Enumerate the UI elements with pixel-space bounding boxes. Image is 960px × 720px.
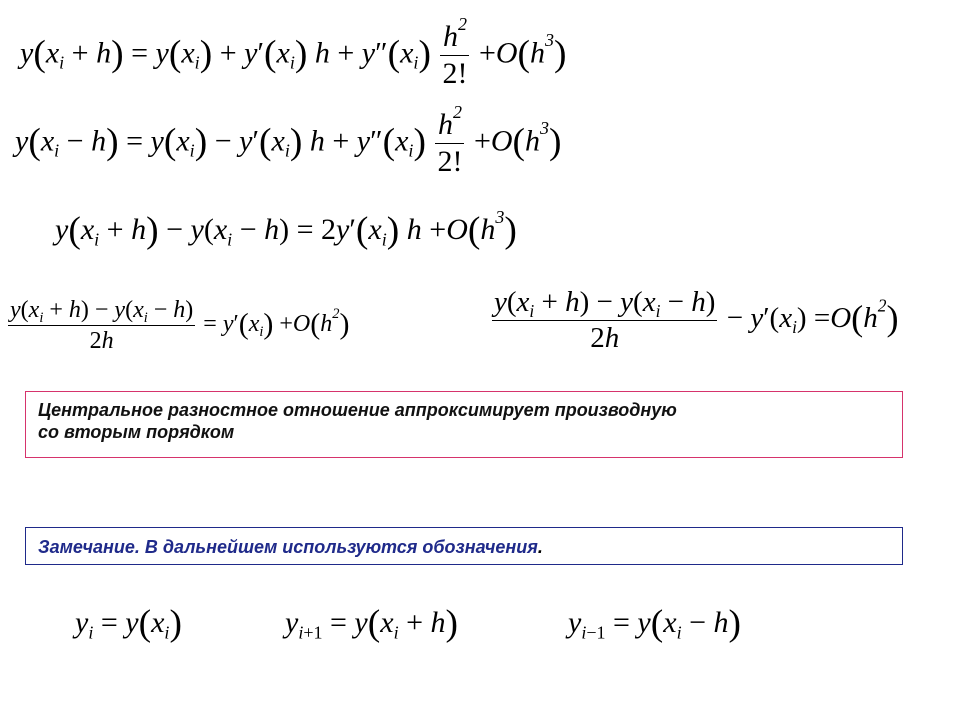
formula-error-form: $\frac{y(x_i + h) - y(x_i - h)}{2h}$ − $y'(x_i) =O(h^2)$ [494, 286, 899, 354]
conclusion-line-1: Центральное разностное отношение аппроксимирует производную [38, 400, 677, 420]
formula-central-quotient: $\frac{y(x_i + h) - y(x_i - h)}{2h}$ = $y'(x_i) +O(h^2)$ [10, 297, 350, 354]
notation-yi-plus-1: $y_{i+1} = y(x_i + h)$ [285, 603, 459, 644]
formula-taylor-minus: $y(x_i - h) = y(x_i) - y'(x_i) h + y''(x_i)$ $\frac{h^2}{2!}$ $+O(h^3)$ [15, 101, 562, 178]
notation-yi: $y_i = y(x_i)$ [75, 603, 182, 644]
formula-taylor-plus: $y(x_i + h) = y(x_i) + y'(x_i) h + y''(x_i)$ $\frac{h^2}{2!}$ $+O(h^3)$ [20, 13, 567, 90]
remark-box [25, 527, 903, 565]
conclusion-line-2: со вторым порядком [38, 422, 235, 442]
notation-yi-minus-1: $y_{i-1} = y(x_i - h)$ [568, 603, 742, 644]
remark-period: . [537, 537, 543, 557]
remark-text: Замечание. В дальнейшем используются обозначения [38, 537, 538, 557]
formula-difference: $y(x_i + h) - y(x_i - h) = 2y'(x_i)$ $h +O(h^3)$ [55, 206, 517, 251]
conclusion-box [25, 391, 903, 458]
